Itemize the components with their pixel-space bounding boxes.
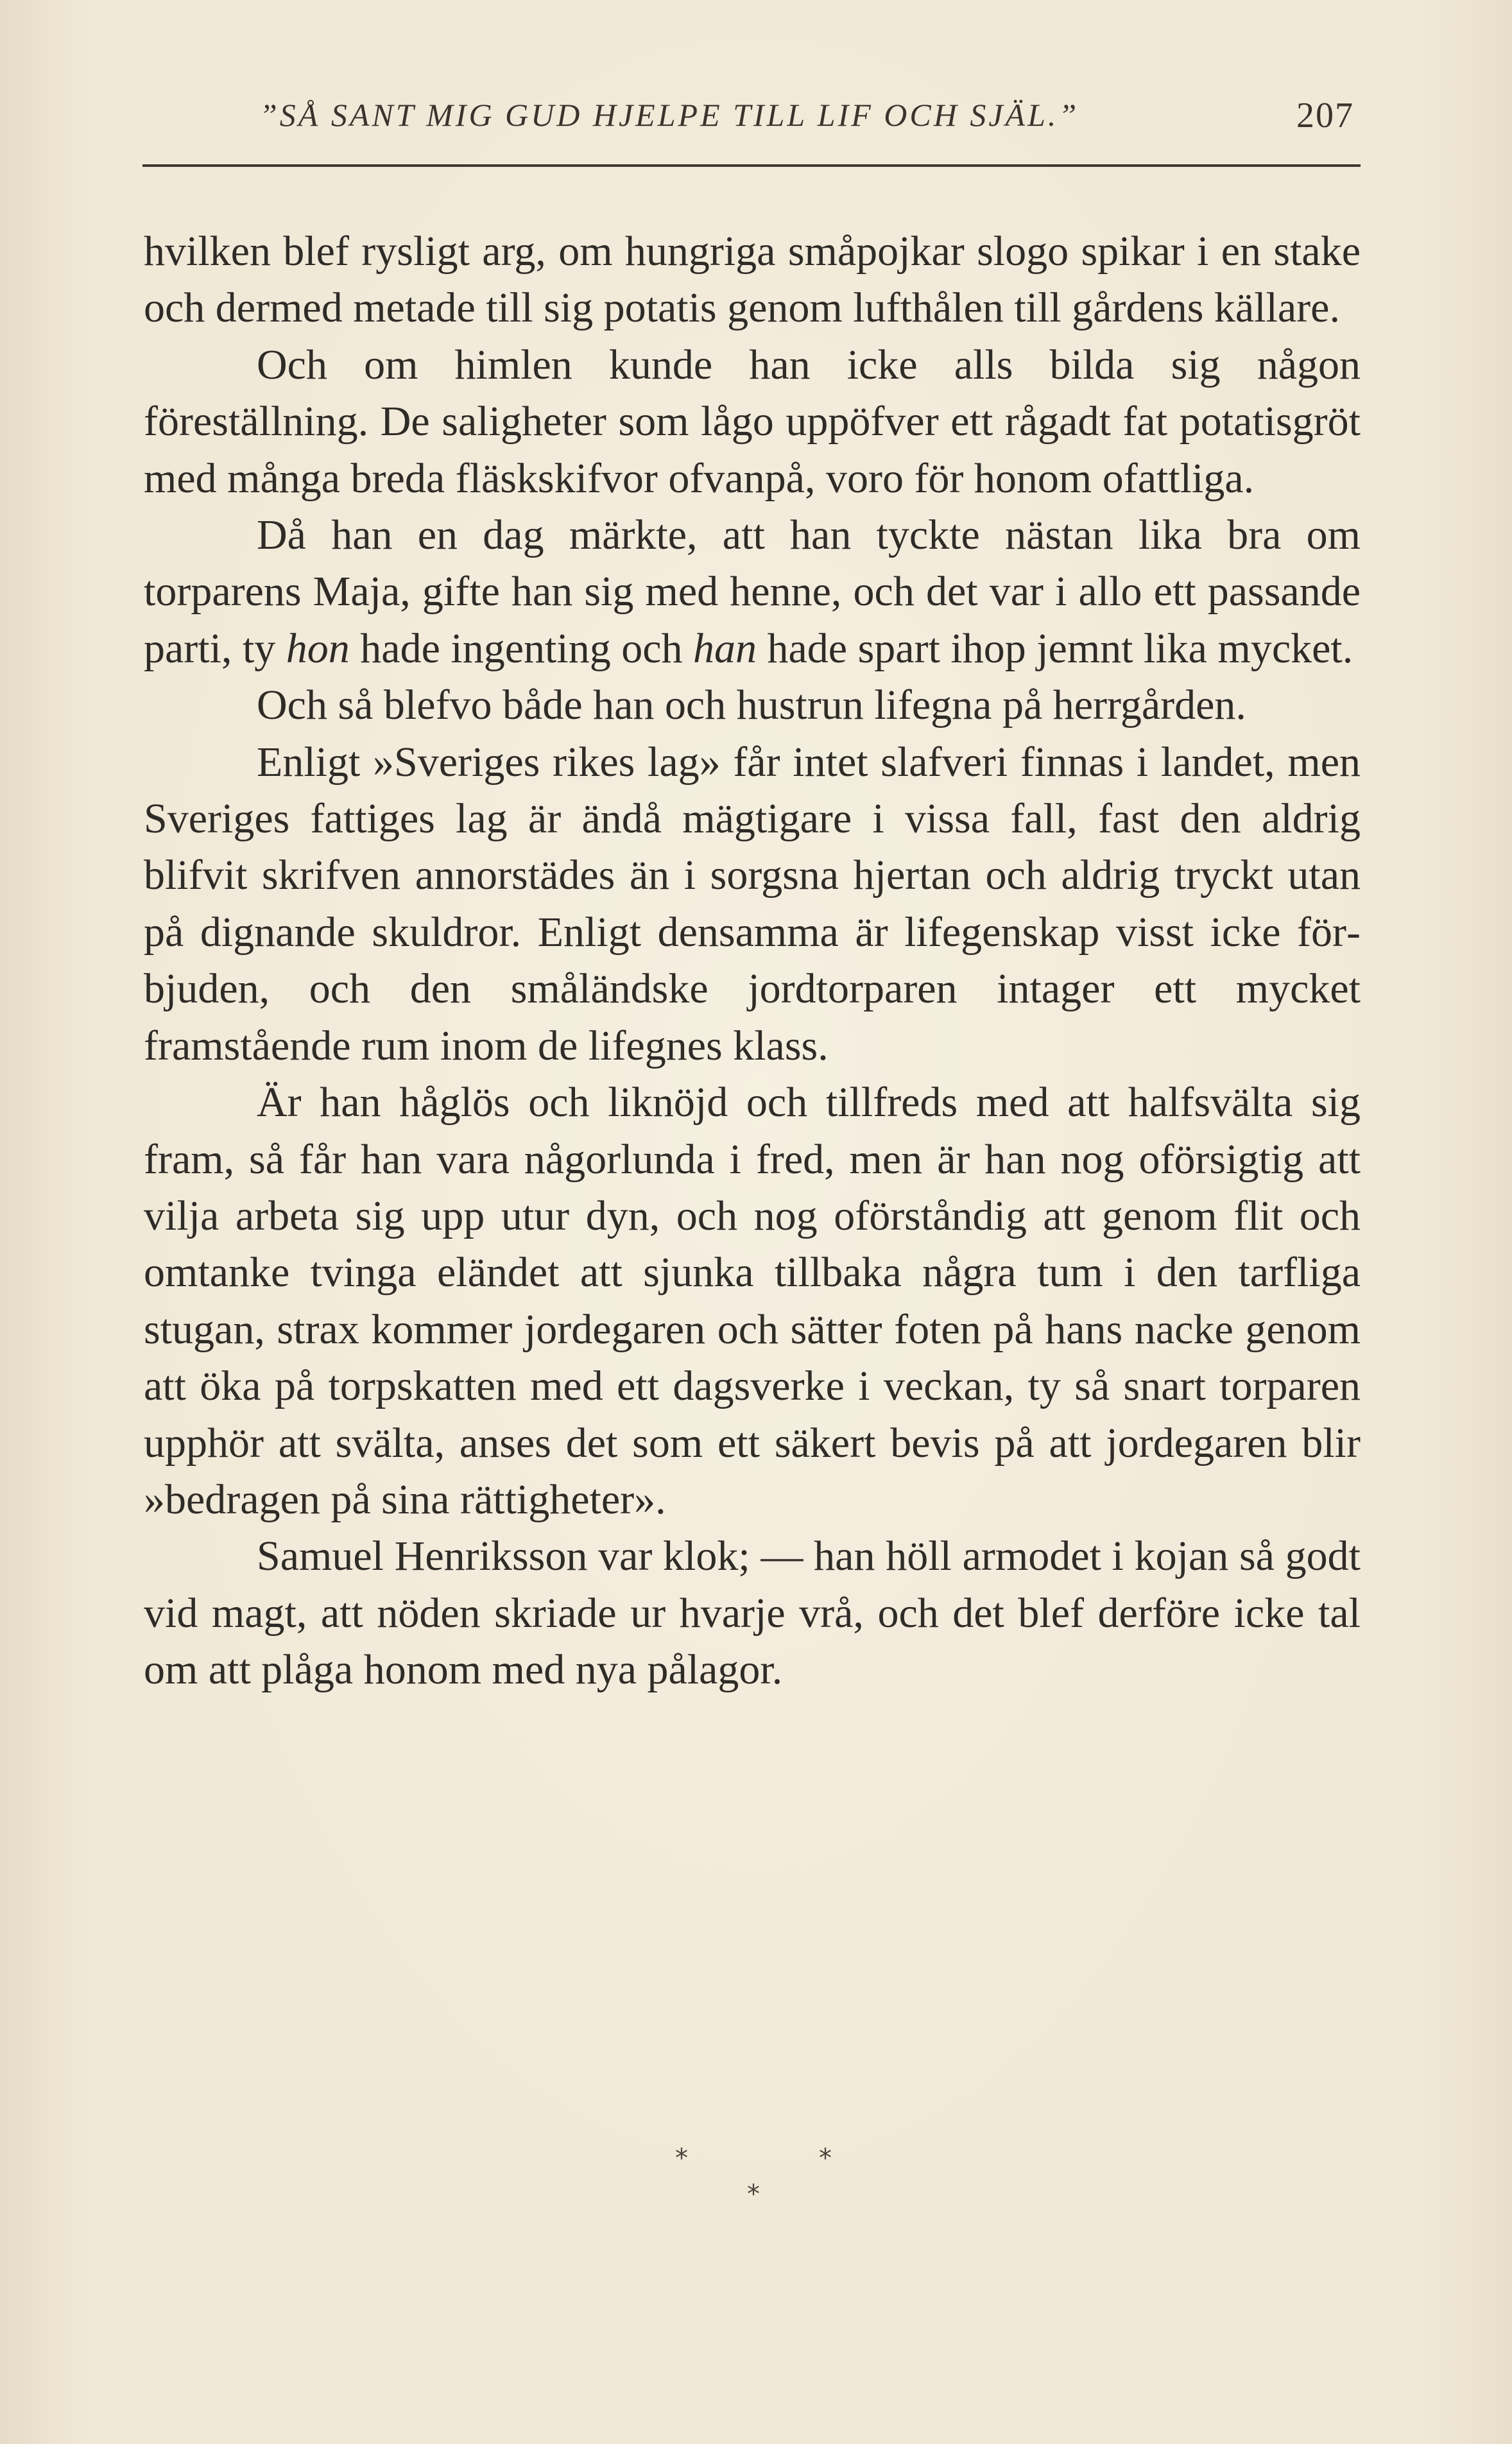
paragraph-2 xyxy=(144,337,1361,507)
body-text xyxy=(144,223,1361,1699)
paragraph-text: hvilken blef rysligt arg, om hungriga småpojkar slogo spikar i en stake och dermed metade till sig potatis genom lufthålen till gårdens källare. xyxy=(144,228,1361,332)
page-number: 207 xyxy=(1296,96,1354,135)
running-head xyxy=(142,91,1362,142)
paragraph-text: Och så blefvo både han och hustrun lifegna på herrgården. xyxy=(257,682,1246,729)
paragraph-5 xyxy=(144,734,1361,1074)
paragraph-text: Samuel Henriksson var klok; — han höll armodet i kojan så godt vid magt, att nöden skriade ur hvarje vrå, och det blef derföre icke tal om att plåga honom med nya pålagor. xyxy=(144,1533,1361,1694)
paragraph-text: Enligt »Sveriges rikes lag» får intet slafveri finnas i landet, men Sveriges fattiges lag är ändå mägtigare i vissa fall, fast den aldrig blifvit skrifven annorstädes än i sorgsna hjertan och aldrig tryckt utan på dignande skuldror. Enligt densamma är lifegenskap visst icke förbjuden, och den småländske jordtorparen intager ett mycket framstående rum inom de lifegnes klass. xyxy=(144,738,1361,1069)
paragraph-text: Är han håglös och liknöjd och tillfreds med att halfsvälta sig fram, så får han vara någorlunda i fred, men är han nog oförsigtig att vilja arbeta sig upp utur dyn, och nog oförståndig att genom flit och omtanke tvinga eländet att sjunka tillbaka några tum i den tarfliga stugan, strax kommer jordegaren och sätter foten på hans nacke genom att öka på torpskatten med ett dagsverke i veckan, ty så snart torparen upphör att svälta, anses det som ett säkert bevis på att jordegaren blir »bedragen på sina rättigheter». xyxy=(144,1079,1361,1523)
header-rule xyxy=(142,164,1361,167)
paragraph-text: Då han en dag märkte, att han tyckte nästan lika bra om torparens Maja, gifte han sig med henne, och det var i allo ett passande parti, ty xyxy=(144,512,1361,672)
paragraph-4 xyxy=(144,677,1361,734)
paragraph-text: hade spart ihop jemnt lika mycket. xyxy=(756,624,1353,672)
emphasis-hon: hon xyxy=(286,624,350,672)
paragraph-text: hade ingenting och xyxy=(349,624,693,672)
running-title: ”SÅ SANT MIG GUD HJELPE TILL LIF OCH SJÄL.” xyxy=(259,97,1079,133)
asterisk-icon: * xyxy=(819,2144,832,2173)
paragraph-6 xyxy=(144,1074,1361,1528)
paragraph-1 xyxy=(144,223,1361,337)
paragraph-7 xyxy=(144,1528,1361,1698)
emphasis-han: han xyxy=(692,624,757,672)
paragraph-text: Och om himlen kunde han icke alls bilda sig någon föreställning. De saligheter som lågo uppöfver ett rågadt fat potatisgröt med många breda fläskskifvor ofvanpå, voro för honom ofattliga. xyxy=(144,341,1361,502)
asterisk-icon: * xyxy=(747,2180,760,2209)
paragraph-3 xyxy=(144,507,1361,677)
section-break-ornament xyxy=(642,2144,873,2233)
asterisk-icon: * xyxy=(675,2144,688,2173)
